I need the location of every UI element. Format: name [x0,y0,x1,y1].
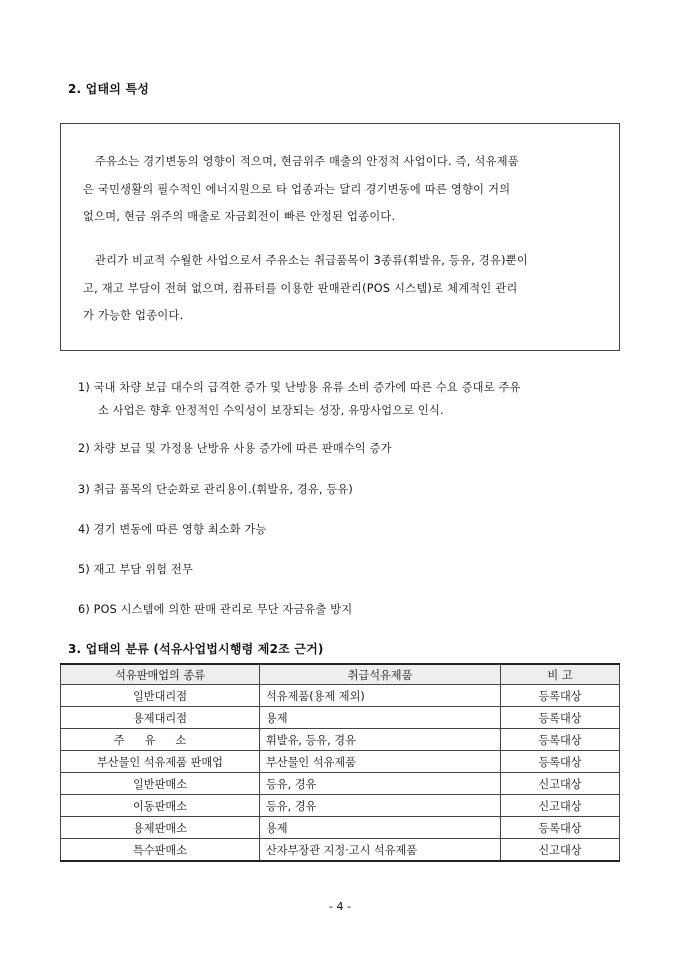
table-row [61,773,620,795]
table-row [61,839,620,862]
paragraph-line: 없으며, 현금 위주의 매출로 자금회전이 빠른 안정된 업종이다. [83,210,396,223]
table-cell: 주유소 [61,729,260,751]
table-cell: 등록대상 [501,707,620,729]
table-cell: 산자부장관 지정·고시 석유제품 [260,839,501,862]
table-cell: 등록대상 [501,685,620,707]
list-item-text: 2) 차량 보급 및 가정용 난방유 사용 증가에 따른 판매수익 증가 [78,442,392,455]
table-cell: 용제 [260,707,501,729]
column-header: 취급석유제품 [260,664,501,685]
paragraph-line: 고, 재고 부담이 전혀 없으며, 컴퓨터를 이용한 판매관리(POS 시스템)로 체계적인 관리 [83,281,518,295]
table-cell: 신고대상 [501,773,620,795]
column-header: 석유판매업의 종류 [61,664,260,685]
table-row [61,795,620,817]
table-row [61,817,620,839]
column-header: 비 고 [501,664,620,685]
table-cell: 등유, 경유 [260,773,501,795]
list-item [78,561,193,577]
summary-box [60,123,620,351]
list-item [78,440,392,456]
table-cell: 일반판매소 [61,773,260,795]
table-cell: 등록대상 [501,817,620,839]
table-cell: 부산물인 석유제품 판매업 [61,751,260,773]
page-number: - 4 - [329,900,351,913]
table-cell: 등록대상 [501,751,620,773]
table-cell: 일반대리점 [61,685,260,707]
classification-table [60,663,620,862]
section-3-heading: 3. 업태의 분류 (석유사업법시행령 제2조 근거) [68,642,324,656]
paragraph-line: 가 가능한 업종이다. [83,309,184,322]
list-item-continuation: 소 사업은 향후 안정적인 수익성이 보장되는 성장, 유망사업으로 인식. [98,404,444,417]
table-cell: 등유, 경유 [260,795,501,817]
paragraph-line: 주유소는 경기변동의 영향이 적으며, 현금위주 매출의 안정적 사업이다. 즉, 석유제품 [95,155,519,168]
summary-paragraph-2 [83,247,603,330]
list-item-text: 4) 경기 변동에 따른 영향 최소화 가능 [78,523,267,536]
table-cell: 휘발유, 등유, 경유 [260,729,501,751]
table-cell: 특수판매소 [61,839,260,862]
table-row [61,729,620,751]
table-cell: 신고대상 [501,795,620,817]
table-header-row [61,664,620,685]
list-item-text: 5) 재고 부담 위험 전무 [78,563,193,576]
paragraph-line: 은 국민생활의 필수적인 에너지원으로 타 업종과는 달리 경기변동에 따른 영향이 거의 [83,182,511,196]
paragraph-line: 관리가 비교적 수월한 사업으로서 주유소는 취급품목이 3종류(휘발유, 등유, 경유)뿐이 [95,254,528,267]
table-row [61,685,620,707]
table-cell: 용제 [260,817,501,839]
list-item [78,481,353,497]
table-cell: 석유제품(용제 제외) [260,685,501,707]
list-item [78,379,520,418]
list-item [78,601,352,617]
table-cell: 이동판매소 [61,795,260,817]
table-cell: 신고대상 [501,839,620,862]
list-item-text: 3) 취급 품목의 단순화로 관리용이.(휘발유, 경유, 등유) [78,483,353,496]
table-row [61,751,620,773]
section-2-heading: 2. 업태의 특성 [68,82,150,96]
table-cell: 용제판매소 [61,817,260,839]
table-cell: 부산물인 석유제품 [260,751,501,773]
list-item [78,521,267,537]
table-cell: 용제대리점 [61,707,260,729]
summary-paragraph-1 [83,148,603,231]
list-item-text: 1) 국내 차량 보급 대수의 급격한 증가 및 난방용 유류 소비 증가에 따른 수요 증대로 주유 [78,381,521,394]
list-item-text: 6) POS 시스템에 의한 판매 관리로 무단 자금유출 방지 [78,603,353,616]
table-row [61,707,620,729]
table-cell: 등록대상 [501,729,620,751]
